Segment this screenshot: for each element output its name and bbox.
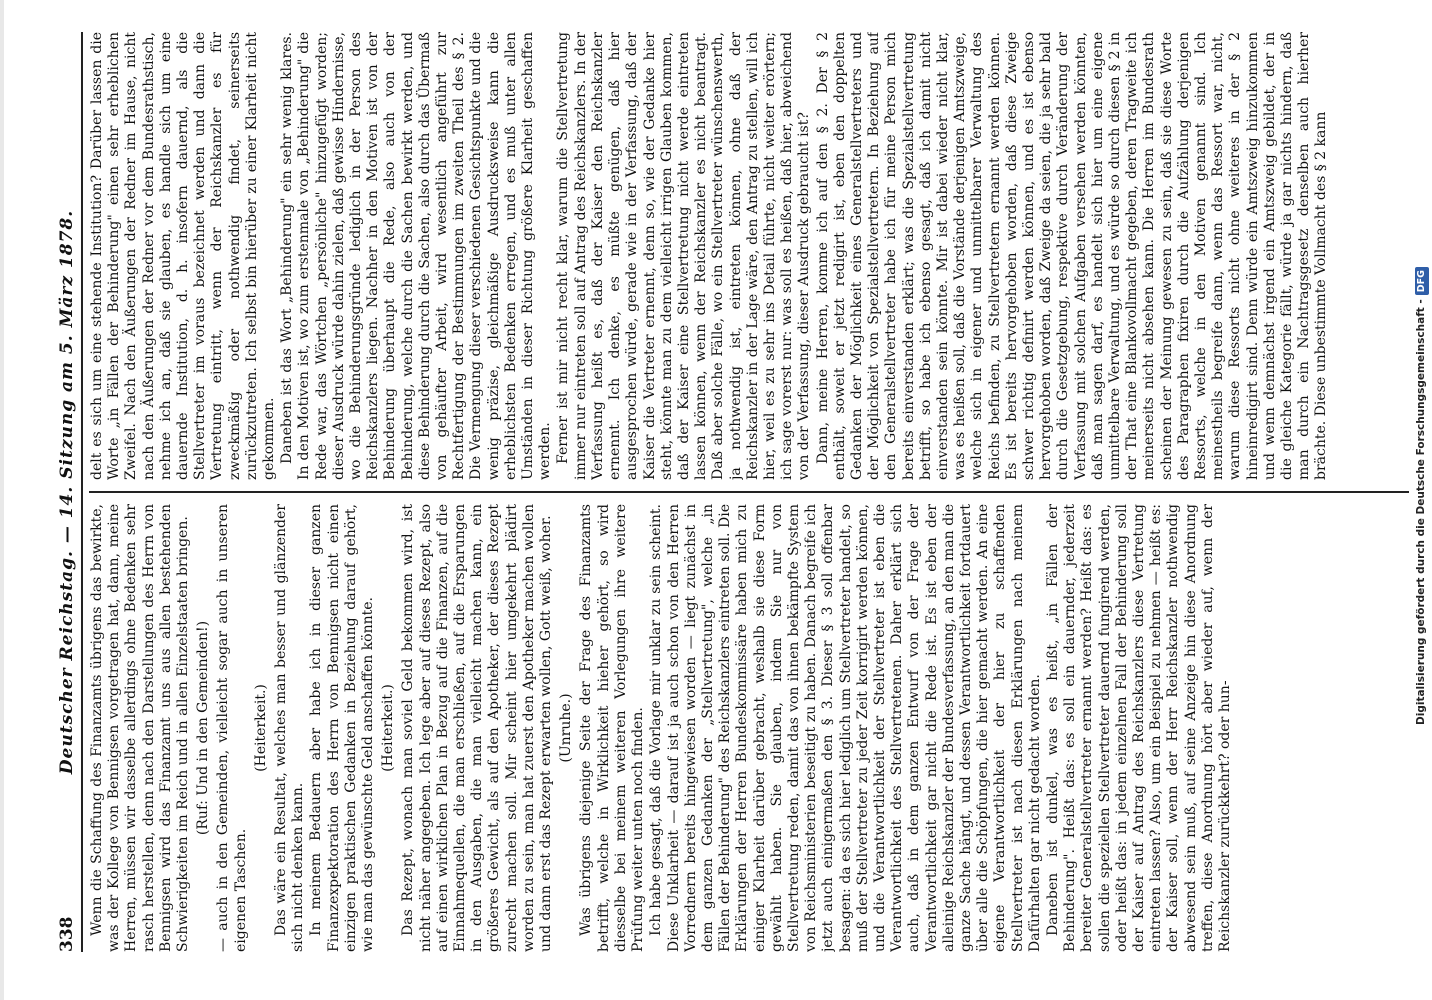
paragraph: — auch in den Gemeinden, vielleicht sogar auch in unseren eigenen Taschen.: [215, 504, 249, 952]
text-columns: [89, 32, 1409, 952]
page-number: 338: [57, 916, 77, 952]
paragraph: Dann, meine Herren, komme ich auf den § 2. Der § 2 enthält, soweit er jetzt redigirt ist, eben den doppelten Gedanken der Möglichkeit eines Generalstellvertreters und der Möglichkeit von Spezialstellvertretern. In Beziehung auf den Generalstellvertreter habe ich für meine Person mich bereits einverstanden erklärt; was die Spezialstellvertretung betrifft, so habe ich ebenso gesagt, daß ich damit nicht einverstanden sein könnte. Mir ist dabei wieder nicht klar, was es heißen soll, daß die Vorstände derjenigen Amtszweige, welche sich in eigener und unmittelbarer Verwaltung des Reichs befinden, zu Stellvertretern ernannt werden können. Es ist bereits hervorgehoben worden, daß diese Zweige schwer richtig definirt werden können, und es ist ebenso hervorgehoben worden, daß Zweige da seien, die ja sehr bald durch die Gesetzgebung, respektive durch Veränderung der Verfassung mit solchen Aufgaben versehen werden könnten, daß man sagen darf, es handelt sich hier um eine eigene unmittelbare Verwaltung, und es würde so durch diesen § 2 in der That eine Blankovollmacht gegeben, deren Tragweite ich meinerseits nicht absehen kann. Die Herren im Bundesrath scheinen der Meinung gewesen zu sein, daß sie diese Worte des Paragraphen fixiren durch die Aufzählung derjenigen Ressorts, welche in den Motiven genannt sind. Ich meinestheils begreife dann, wenn das Ressort war, nicht, warum diese Ressorts nicht ohne weiteres in der § 2 hineinredigirt sind. Denn würde ein Amtszweig hinzukommen und wenn demnächst irgend ein Amtszweig gebildet, der in die gleiche Kategorie fällt, würde ja gar nichts hindern, daß man durch ein Nachtragsgesetz denselben auch hierher brächte. Diese unbestimmte Vollmacht des § 2 kann: [814, 32, 1330, 480]
paragraph: Ferner ist mir nicht recht klar, warum die Stellvertretung immer nur eintreten soll auf Antrag des Reichskanzlers. In der Verfassung heißt es, daß der Kaiser den Reichskanzler ernennt. Ich denke, es müßte genügen, daß hier ausgesprochen würde, gerade wie in der Verfassung, daß der Kaiser die Vertreter ernennt, denn so, wie der Gedanke hier steht, könnte man zu dem vielleicht irrigen Glauben kommen, daß der Kaiser eine Stellvertretung nicht werde eintreten lassen können, wenn der Reichskanzler es nicht beantragt. Daß aber solche Fälle, wo ein Stellvertreter wünschenswerth, ja nothwendig ist, eintreten können, ohne daß der Reichskanzler in der Lage wäre, den Antrag zu stellen, will ich hier, weil es zu sehr ins Detail führte, nicht weiter erörtern; ich sage vorerst nur: was soll es heißen, daß hier, abweichend von der Verfassung, dieser Ausdruck gebraucht ist?: [555, 32, 813, 480]
paragraph: delt es sich um eine stehende Institution? Darüber lassen die Worte „in Fällen der Behinderung" einen sehr erheblichen Zweifel. Nach den Äußerungen der Redner im Hause, nicht nach den Äußerungen der Redner vor dem Bundesrathstisch, nehme ich an, daß sie glauben, es handle sich um eine dauernde Institution, d. h. insofern dauernd, als die Stellvertreter im voraus bezeichnet werden und dann die Vertretung eintritt, wenn der Reichskanzler es für zweckmäßig oder nothwendig findet, seinerseits zurückzutreten. Ich selbst bin hierüber zu einer Klarheit nicht gekommen.: [89, 32, 278, 480]
paragraph: Ich habe gesagt, daß die Vorlage mir unklar zu sein scheint. Diese Unklarheit — darauf ist ja auch schon von den Herren Vorrednern bereits hingewiesen worden — liegt zunächst in dem ganzen Gedanken der „Stellvertretung", welche „in Fällen der Behinderung" des Reichskanzlers eintreten soll. Die Erklärungen der Herren Bundeskommissäre haben mich zu einiger Klarheit darüber gebracht, weshalb sie diese Form gewählt haben. Sie glauben, indem Sie nur von Stellvertretung reden, damit das von ihnen bekämpfte System von Reichsministerien beseitigt zu haben. Danach begreife ich jetzt auch einigermaßen den § 3. Dieser § 3 soll offenbar besagen: da es sich hier lediglich um Stellvertreter handelt, so muß der Stellvertreter zu jeder Zeit korrigirt werden können, und die Verantwortlichkeit der Stellvertreter ist eben die Verantwortlichkeit des Stellvertretenen. Daher erklärt sich auch, daß in dem ganzen Entwurf von der Frage der Verantwortlichkeit gar nicht die Rede ist. Es ist eben der alleinige Reichskanzler der Bundesverfassung, an den man die ganze Sache hängt, und dessen Verantwortlichkeit fortdauert über alle die Schöpfungen, die hier gemacht werden. An eine eigene Verantwortlichkeit der hier zu schaffenden Stellvertreter ist nach diesen Erklärungen nach meinem Dafürhalten gar nicht gedacht worden.: [648, 504, 1043, 952]
interjection: (Ruf: Und in den Gemeinden!): [195, 620, 212, 836]
paragraph: Was übrigens diejenige Seite der Frage des Finanzamts betrifft, welche in Wirklichkeit hieher gehört, so wird diesselbe bei meinem weiteren Vorlegungen ihre weitere Prüfung weiter unten noch finden.: [578, 504, 647, 952]
column-divider: [89, 491, 1409, 493]
right-column: [89, 32, 1409, 480]
dfg-logo: DFG: [1415, 267, 1429, 295]
page-header: [55, 32, 83, 952]
paragraph: Daneben ist dunkel, was es heißt, „in Fällen der Behinderung". Heißt das: es soll ein dauernder, jederzeit bereiter Generalstellvertreter ernannt werden? Heißt das: es sollen die speziellen Stellvertreter dauernd fungirend werden, oder heißt das: in jedem einzelnen Fall der Behinderung soll der Kaiser auf Antrag des Reichskanzlers diese Vertretung eintreten lassen? Also, um ein Beispiel zu nehmen — heißt es: der Kaiser soll, wenn der Herr Reichskanzler nothwendig abwesend sein muß, auf seine Anzeige hin diese Anordnung treffen, diese Anordnung hört aber wieder auf, wenn der Reichskanzler zurückkehrt? oder hun-: [1044, 504, 1233, 952]
running-title: Deutscher Reichstag. — 14. Sitzung am 5. März 1878.: [57, 209, 77, 775]
interjection: (Heiterkeit.): [380, 684, 397, 772]
paragraph: In meinem Bedauern aber habe ich in dieser ganzen Finanzexpektoration des Herrn von Bennigsen nicht einen einzigen praktischen Gedanken in Beziehung darauf gehört, wie man das gewünschte Geld anschaffen könnte.: [308, 504, 377, 952]
paragraph: Daneben ist das Wort „Behinderung" ein sehr wenig klares. In den Motiven ist, wo zum erstenmale von „Behinderung" die Rede war, das Wörtchen „persönliche" hinzugefügt worden; dieser Ausdruck würde dahin zielen, daß gewisse Hindernisse, wo die Behinderungsgründe lediglich in der Person des Reichskanzlers liegen. Nachher in den Motiven ist von der Behinderung überhaupt die Rede, also auch von der Behinderung, welche durch die Sachen bewirkt werden, und diese Behinderung durch die Sachen, also durch das Übermaß von gehäufter Arbeit, wird wesentlich angeführt zur Rechtfertigung der Bestimmungen im zweiten Theil des § 2. Die Vermengung dieser verschiedenen Gesichtspunkte und die wenig präzise, gleichmäßige Ausdrucksweise kann die erheblichsten Bedenken erregen, und es muß unter allen Umständen in dieser Richtung größere Klarheit geschaffen werden.: [279, 32, 554, 480]
scan-edge: [0, 0, 4, 1000]
interjection: (Unruhe.): [558, 693, 575, 763]
interjection: (Heiterkeit.): [252, 684, 269, 772]
paragraph: Wenn die Schaffung des Finanzamts übrigens das bewirkte, was der Kollege von Bennigsen vorgetragen hat, dann, meine Herren, müssen wir dasselbe allerdings ohne Bedenken sehr rasch herstellen, denn nach den Darstellungen des Herrn von Bennigsen wird das Finanzamt uns aus allen bestehenden Schwierigkeiten im Reich und in allen Einzelstaaten bringen.: [89, 504, 192, 952]
left-column: [89, 504, 1409, 952]
paragraph: Das Rezept, wonach man soviel Geld bekommen wird, ist nicht näher angegeben. Ich lege aber auf dieses Rezept, also auf einen wirklichen Plan in Bezug auf die Finanzen, auf die Einnahmequellen, die man erschließen, auf die Ersparungen in den Ausgaben, die man vielleicht machen kann, ein größeres Gewicht, als auf den Apotheker, der dieses Rezept zurecht machen soll. Mir scheint hier umgekehrt plädirt worden zu sein, man hat zuerst den Apotheker machen wollen und dann erst das Rezept erwarten wollen, Gott weiß, woher.: [400, 504, 555, 952]
digitization-credit: [1414, 0, 1430, 996]
credit-text: Digitalisierung gefördert durch die Deutsche Forschungsgemeinschaft -: [1415, 299, 1427, 725]
paragraph: Das wäre ein Resultat, welches man besser und glänzender sich nicht denken kann.: [273, 504, 307, 952]
rotated-page-content: [55, 32, 1415, 952]
